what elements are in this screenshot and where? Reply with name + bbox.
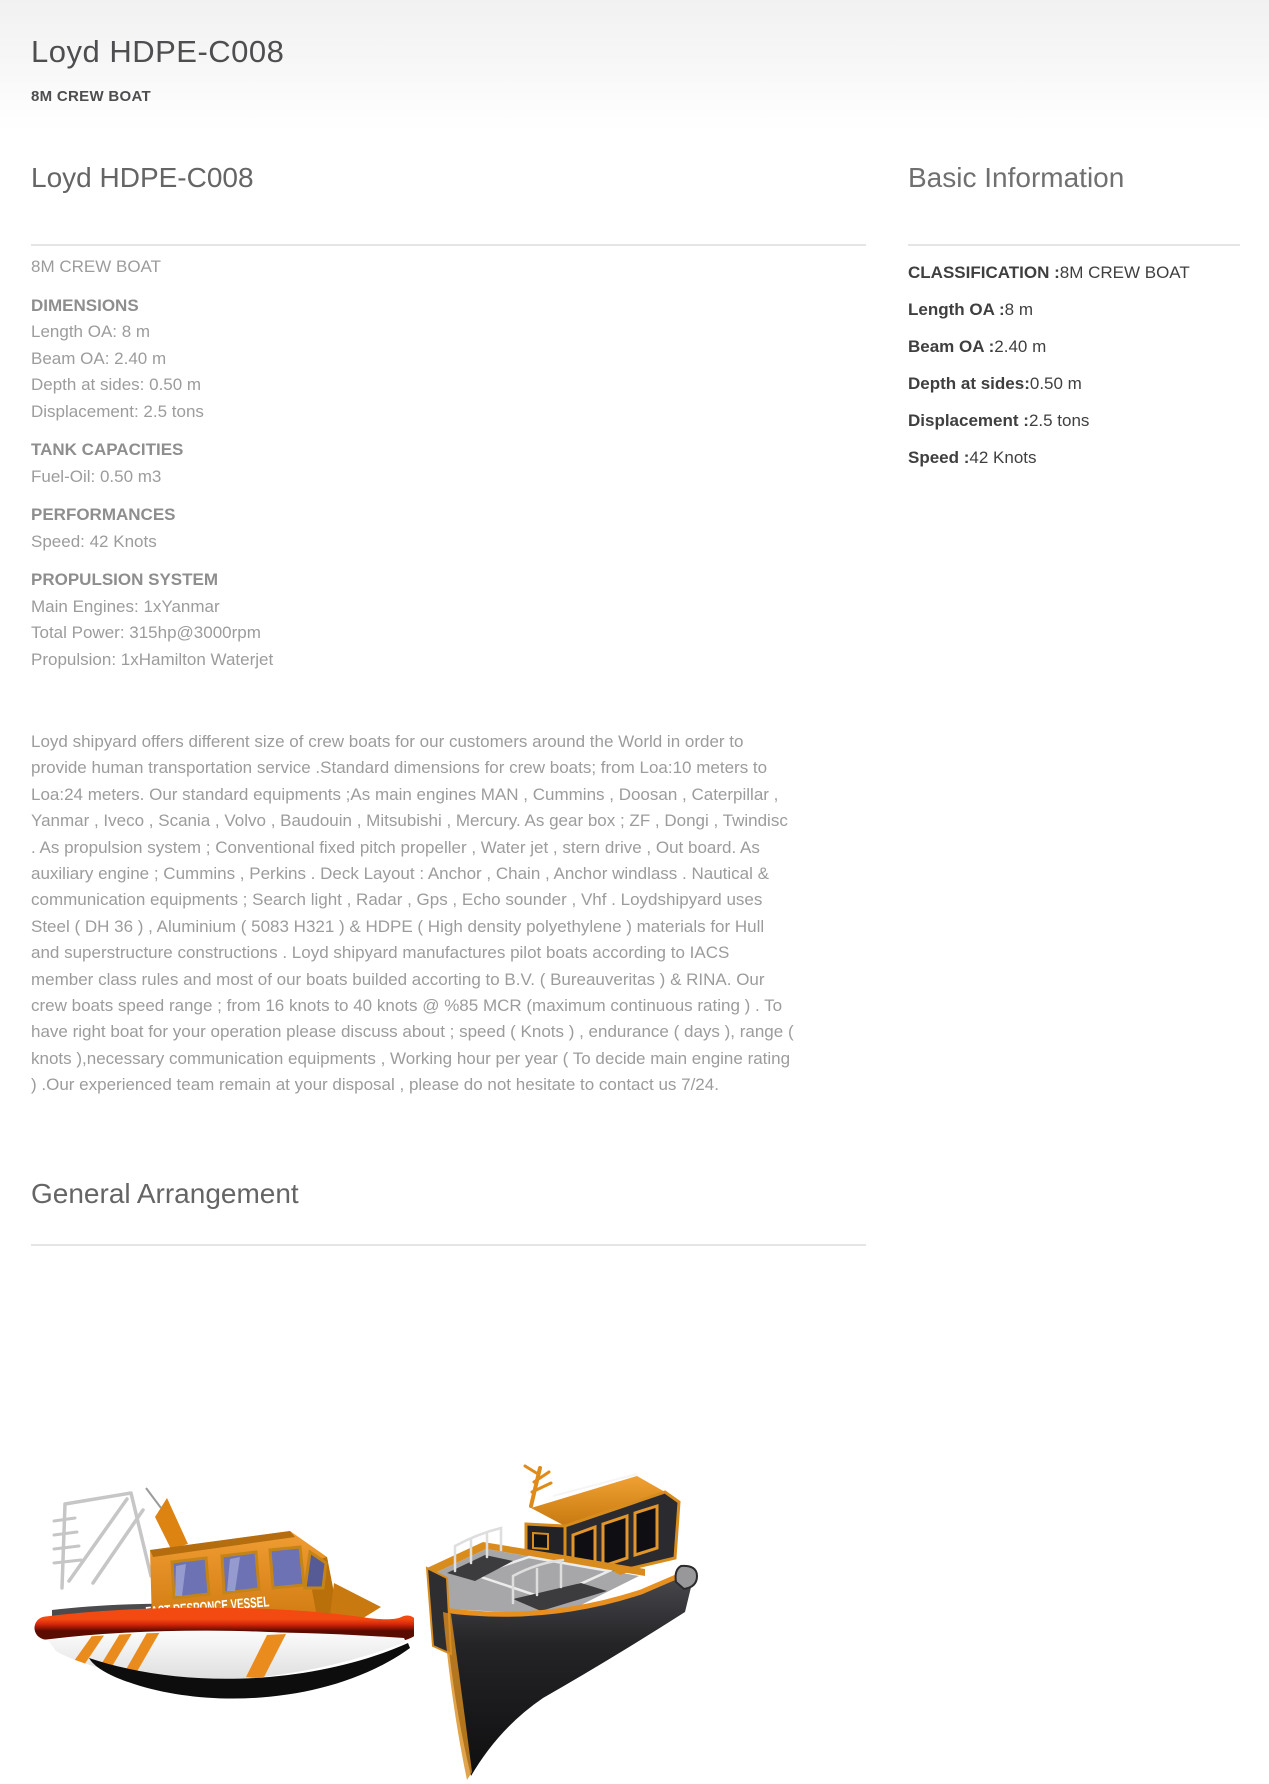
spec-line: Length OA: 8 m bbox=[31, 322, 151, 341]
spec-line: Total Power: 315hp@3000rpm bbox=[31, 623, 261, 642]
basic-info-row bbox=[908, 299, 1258, 320]
fender-tube bbox=[46, 1619, 407, 1631]
basic-info-value: 42 Knots bbox=[969, 448, 1037, 467]
basic-info-label: Length OA : bbox=[908, 300, 1005, 319]
basic-info-value: 2.5 tons bbox=[1028, 411, 1090, 430]
stern-railing bbox=[54, 1493, 151, 1588]
basic-info-row bbox=[908, 262, 1258, 283]
basic-info-label: Speed : bbox=[908, 448, 970, 467]
boat-hull-text: FAST RESPONCE VESSEL bbox=[144, 1589, 330, 1621]
basic-information-title: Basic Information bbox=[908, 162, 1125, 193]
product-category: 8M CREW BOAT bbox=[31, 257, 162, 276]
basic-info-label: Depth at sides: bbox=[908, 374, 1030, 393]
spec-group-heading: PROPULSION SYSTEM bbox=[31, 570, 219, 589]
basic-info-value: 8M CREW BOAT bbox=[1059, 263, 1190, 282]
spec-line: Propulsion: 1xHamilton Waterjet bbox=[31, 649, 274, 669]
page-title: Loyd HDPE-C008 bbox=[31, 34, 285, 69]
spec-group-heading: PERFORMANCES bbox=[31, 505, 176, 524]
divider bbox=[31, 244, 866, 246]
product-description: Loyd shipyard offers different size of crew boats for our customers around the World in order to provide human transportation service .Standard dimensions for crew boats; from Loa:10 meters to Loa:24 meters. Our standard equipments ;As main engines MAN , Cummins , Doosan , Caterpillar , Yanmar , Iveco , Scania , Volvo , Baudouin , Mitsubishi , Mercury. As gear box ; ZF , Dongi , Twindisc . As propulsion system ; Conventional fixed pitch propeller , Water jet , stern drive , Out board. As auxiliary engine ; Cummins , Perkins . Deck Layout : Anchor , Chain , Anchor windlass . Nautical & communication equipments ; Search light , Radar , Gps , Echo sounder , Vhf . Loydshipyard uses Steel ( DH 36 ) , Aluminium ( 5083 H321 ) & HDPE ( High density polyethylene ) materials for Hull and superstructure constructions . Loyd shipyard manufactures pilot boats according to IACS member class rules and most of our boats builded accorting to B.V. ( Bureauveritas ) & RINA. Our crew boats speed range ; from 16 knots to 40 knots @ %85 MCR (maximum continuous rating ) . To have right boat for your operation please discuss about ; speed ( Knots ) , endurance ( days ), range ( knots ),necessary communication equipments , Working hour per year ( To decide main engine rating ) .Our experienced team remain at your disposal , please do not hesitate to contact us 7/24. bbox=[31, 732, 794, 1095]
spec-line: Fuel-Oil: 0.50 m3 bbox=[31, 466, 162, 486]
product-section-title: Loyd HDPE-C008 bbox=[31, 162, 254, 193]
crew-boat-side-view-image bbox=[34, 1486, 414, 1716]
bow-bumper bbox=[676, 1566, 697, 1589]
basic-info-value: 2.40 m bbox=[994, 337, 1047, 356]
divider bbox=[31, 1244, 866, 1246]
basic-info-row bbox=[908, 373, 1258, 394]
mast bbox=[525, 1466, 551, 1506]
divider bbox=[908, 244, 1240, 246]
product-specs bbox=[31, 254, 801, 673]
crew-boat-stern-view-image bbox=[413, 1462, 698, 1784]
spec-line: Beam OA: 2.40 m bbox=[31, 348, 167, 368]
basic-info-value: 0.50 m bbox=[1029, 374, 1082, 393]
basic-info-row bbox=[908, 410, 1258, 431]
spec-line: Main Engines: 1xYanmar bbox=[31, 596, 220, 616]
page-subtitle: 8M CREW BOAT bbox=[31, 88, 151, 105]
basic-information-list bbox=[908, 262, 1258, 484]
spec-line: Displacement: 2.5 tons bbox=[31, 401, 204, 421]
basic-info-row bbox=[908, 447, 1258, 468]
basic-info-value: 8 m bbox=[1004, 300, 1033, 319]
spec-line: Speed: 42 Knots bbox=[31, 531, 157, 551]
basic-info-label: Displacement : bbox=[908, 411, 1029, 430]
page-header bbox=[0, 0, 1269, 132]
spec-group-heading: TANK CAPACITIES bbox=[31, 440, 184, 459]
general-arrangement-title: General Arrangement bbox=[31, 1178, 299, 1209]
spec-group-heading: DIMENSIONS bbox=[31, 295, 139, 315]
basic-info-label: Beam OA : bbox=[908, 337, 995, 356]
basic-info-label: CLASSIFICATION : bbox=[908, 263, 1060, 282]
basic-info-row bbox=[908, 336, 1258, 357]
spec-line: Depth at sides: 0.50 m bbox=[31, 375, 202, 394]
